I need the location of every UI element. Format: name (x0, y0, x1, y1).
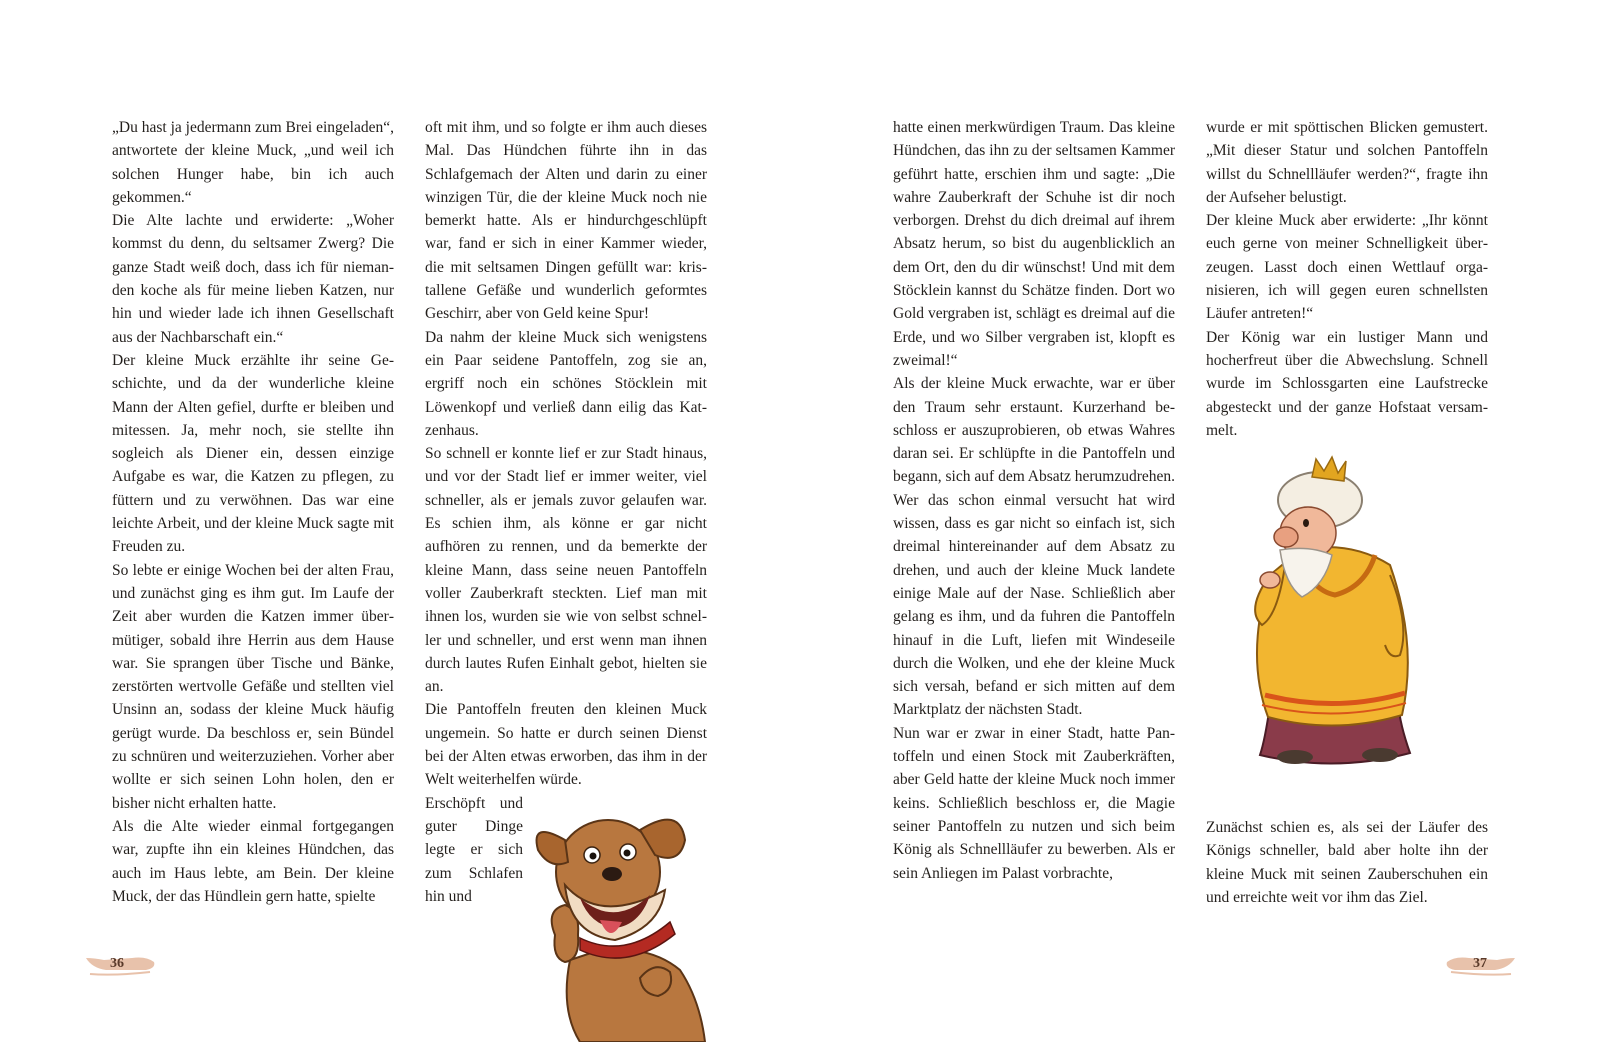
paragraph: „Du hast ja jedermann zum Brei eingeladen“, antwortete der kleine Muck, „und weil ich solchen Hunger habe, bin ich auch gekommen.“ (112, 119, 394, 206)
paragraph: Nun war er zwar in einer Stadt, hatte Pantoffeln und einen Stock mit Zauberkräften, aber Geld hatte der kleine Muck noch immer keins. Schließlich beschloss er, die Magie seiner Pantoffeln zu nutzen und sich beim König als Schnellläufer zu bewerben. Als er sein Anliegen im Palast vorbrachte, (893, 724, 1175, 882)
paragraph: hatte einen merkwürdigen Traum. Das kleine Hündchen, das ihn zu der seltsamen Kammer geführt hatte, erschien ihm und sagte: „Die wahre Zauberkraft der Schuhe ist dir noch verborgen. Drehst du dich dreimal auf ihrem Absatz herum, so bist du augenblicklich an dem Ort, den du dir wünschst! Und mit dem Stöcklein kannst du Schätze finden. Dort wo Gold vergraben ist, schlägt es dreimal auf die Erde, und wo Silber vergraben ist, klopft es zweimal!“ (893, 119, 1175, 369)
left-page-column-2 (425, 116, 707, 908)
page-number: 36 (110, 956, 124, 971)
paragraph: Die Pantoffeln freuten den kleinen Muck ungemein. So hatte er durch seinen Dienst bei der Alten etwas erworben, das ihm in der Welt weiterhelfen würde. (425, 701, 707, 789)
paragraph: Da nahm der kleine Muck sich wenigstens ein Paar seidene Pantoffeln, zog sie an, ergriff noch ein schönes Stöcklein mit Löwenkopf und verließ dann eilig das Katzenhaus. (425, 328, 707, 439)
paragraph-wrapped-around-dog: Erschöpft und guter Dinge legte er sich zum Schlafen hin und (425, 794, 523, 905)
page-number: 37 (1473, 956, 1487, 971)
page-number-right (1443, 952, 1517, 978)
paragraph: wurde er mit spöttischen Blicken gemustert. „Mit dieser Statur und solchen Pantoffeln willst du Schnellläufer werden?“, fragte ihn der Aufseher belustigt. (1206, 119, 1488, 206)
paragraph: Der König war ein lustiger Mann und hocherfreut über die Abwechslung. Schnell wurde im Schlossgarten eine Laufstrecke abgesteckt und der ganze Hofstaat versammelt. (1206, 328, 1488, 439)
dog-illustration (530, 810, 720, 1042)
page-number-left (84, 952, 158, 978)
king-illustration (1240, 455, 1430, 770)
paragraph: oft mit ihm, und so folgte er ihm auch dieses Mal. Das Hündchen führte ihn in das Schlafgemach der Alten und darin zu einer winzigen Tür, die der kleine Muck noch nie bemerkt hatte. Als er hindurchgeschlüpft war, fand er sich in einer Kammer wieder, die mit seltsamen Dingen gefüllt war: kristallene Gefäße und wunderlich geformtes Geschirr, aber von Geld keine Spur! (425, 119, 707, 323)
paragraph: So lebte er einige Wochen bei der alten Frau, und zunächst ging es ihm gut. Im Laufe der Zeit aber wurden die Katzen immer übermütiger, sobald ihre Herrin aus dem Hause war. Sie sprangen über Tische und Bänke, zerstörten wertvolle Gefäße und stellten viel Unsinn an, sodass der kleine Muck häufig gerügt wurde. Da beschloss er, sein Bündel zu schnüren und weiterzuziehen. Vorher aber wollte er sich seinen Lohn holen, den er bisher nicht erhalten hatte. (112, 561, 394, 812)
paragraph: Die Alte lachte und erwiderte: „Woher kommst du denn, du seltsamer Zwerg? Die ganze Stadt weiß doch, dass ich für niemanden koche als für meine lieben Katzen, nur hin und wieder lade ich ihnen Gesellschaft aus der Nachbarschaft ein.“ (112, 212, 394, 346)
left-page-column-1 (112, 116, 394, 908)
paragraph: Als der kleine Muck erwachte, war er über den Traum sehr erstaunt. Kurzerhand beschloss er auszuprobieren, ob etwas Wahres daran sei. Er schlüpfte in die Pantoffeln und begann, sich auf dem Absatz herumzudrehen. Wer das schon einmal versucht hat wird wissen, dass es gar nicht so einfach ist, sich dreimal hintereinander auf dem Absatz zu drehen, und auch der kleine Muck landete einige Male auf der Nase. Schließlich aber gelang es ihm, und da fuhren die Pantoffeln hinauf in die Luft, liefen mit Windeseile durch die Wolken, und ehe der kleine Muck sich versah, befand er sich mitten auf dem Marktplatz der nächsten Stadt. (893, 375, 1175, 719)
right-page-column-1 (893, 116, 1175, 885)
paragraph: So schnell er konnte lief er zur Stadt hinaus, und vor der Stadt lief er immer weiter, viel schneller, als er jemals zuvor gelaufen war. Es schien ihm, als könne er gar nicht aufhören zu rennen, und da bemerkte der kleine Mann, dass seine neuen Pantoffeln voller Zauberkraft steckten. Lief man mit ihnen los, wurden sie wie von selbst schneller und schneller, und erst wenn man ihnen durch lautes Rufen Einhalt gebot, hielten sie an. (425, 445, 707, 696)
paragraph: Der kleine Muck erzählte ihr seine Geschichte, und da der wunderliche kleine Mann der Alten gefiel, durfte er bleiben und mitessen. Ja, mehr noch, sie stellte ihn sogleich als Diener ein, dessen einzige Aufgabe es war, die Katzen zu pflegen, zu füttern und zu verwöhnen. Das war eine leichte Arbeit, und der kleine Muck sagte mit Freuden zu. (112, 351, 394, 556)
paragraph: Der kleine Muck aber erwiderte: „Ihr könnt euch gerne von meiner Schnelligkeit überzeugen. Lasst doch einen Wettlauf organisieren, ich will gegen euren schnellsten Läufer antreten!“ (1206, 212, 1488, 323)
paragraph-after-illustration: Zunächst schien es, als sei der Läufer des Königs schneller, bald aber holte ihn der kleine Muck mit seinen Zauberschuhen ein und erreichte weit vor ihm das Ziel. (1206, 819, 1488, 906)
paragraph: Als die Alte wieder einmal fortgegangen war, zupfte ihn ein kleines Hündchen, das auch im Haus lebte, am Bein. Der kleine Muck, der das Hündlein gern hatte, spielte (112, 817, 394, 905)
right-page-column-2 (1206, 116, 1488, 906)
